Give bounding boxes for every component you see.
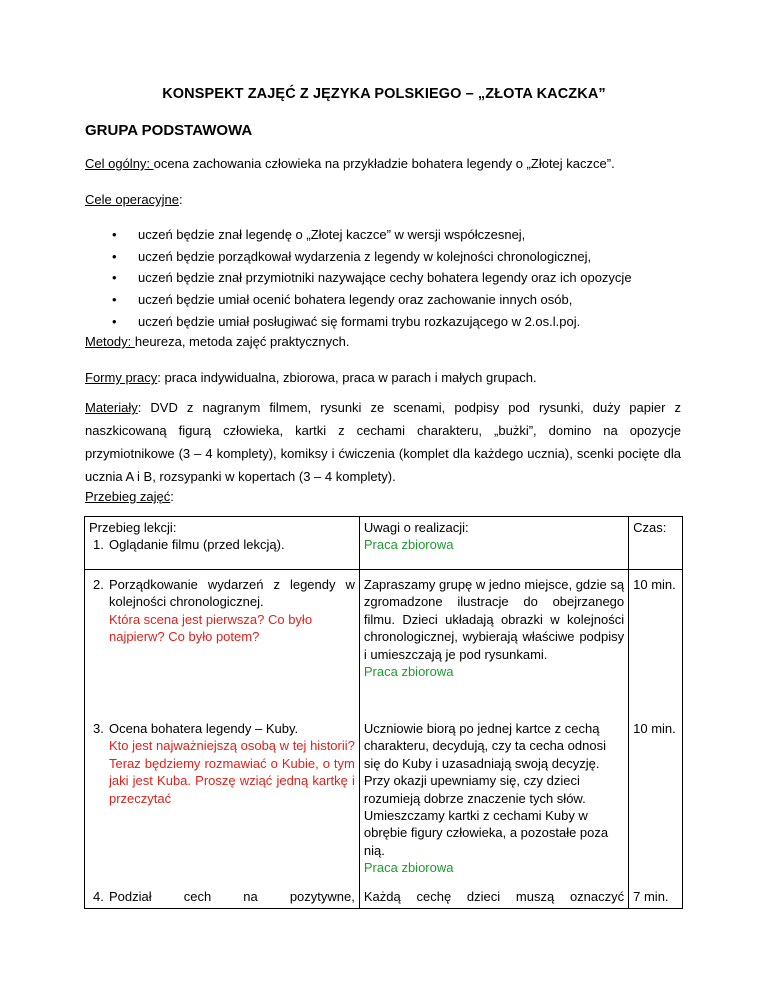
- methods-text: heureza, metoda zajęć praktycznych.: [134, 334, 350, 349]
- operational-goals-label: Cele operacyjne: [85, 192, 179, 207]
- operational-goals-suffix: :: [178, 192, 183, 207]
- step-4-number: 4.: [93, 889, 104, 904]
- materials-label: Materiały: [85, 400, 138, 415]
- table-cell: [85, 888, 360, 909]
- step-4-time: 7 min.: [633, 889, 669, 904]
- document-title: KONSPEKT ZAJĘĆ Z JĘZYKA POLSKIEGO – „ZŁOTA KACZKA”: [162, 86, 606, 102]
- table-cell: [85, 517, 360, 570]
- methods-label: Metody:: [85, 334, 135, 349]
- course-suffix: :: [170, 489, 174, 504]
- step-1-text: Oglądanie filmu (przed lekcją).: [109, 537, 285, 553]
- materials-text: : DVD z nagranym filmem, rysunki ze scenami, podpisy pod rysunki, duży papier z naszkicowaną figurą człowieka, kartki z cechami charakteru, „bużki”, domino na opozycje przymiotnikowe (3 – 4 komplety), komiksy i ćwiczenia (komplet dla każdego ucznia), scenki pocięte dla ucznia A i B, rozsypanki w kopertach (3 – 4 komplety).: [85, 400, 681, 484]
- methods: [85, 331, 681, 353]
- step-2-time: 10 min.: [633, 577, 676, 592]
- table-cell: [359, 720, 628, 888]
- step-4: [89, 888, 355, 905]
- step-4-notes: Każdą cechę dzieci muszą oznaczyć: [363, 889, 625, 904]
- header-lesson-course: Przebieg lekcji:: [89, 520, 177, 535]
- lesson-plan-table: [84, 516, 683, 909]
- step-2: [89, 576, 355, 646]
- step-2-work-form: Praca zbiorowa: [363, 664, 454, 680]
- step-3-work-form: Praca zbiorowa: [363, 860, 454, 876]
- table-cell: [359, 888, 628, 909]
- materials: [85, 396, 681, 488]
- step-3-notes: Uczniowie biorą po jednej kartce z cechą charakteru, decydują, czy ta cecha odnosi się do Kuby i uzasadniają swoją decyzję. Przy okazji upewniamy się, czy dzieci rozumieją dobrze znaczenie tych słów. Umieszczamy kartki z cechami Kuby w obrębie figury człowieka, a pozostałe poza nią.: [363, 721, 609, 858]
- general-goal-label: Cel ogólny:: [85, 156, 154, 171]
- operational-goals-list: [112, 224, 682, 333]
- step-3-question: Kto jest najważniejszą osobą w tej historii? Teraz będziemy rozmawiać o Kubie, o tym jaki jest Kuba. Proszę wziąć jedną kartkę i przeczytać: [109, 738, 355, 806]
- forms-label: Formy pracy: [85, 370, 158, 385]
- table-cell: [359, 570, 628, 721]
- table-cell: [85, 570, 360, 721]
- table-cell: [629, 888, 683, 909]
- step-3-text: Ocena bohatera legendy – Kuby.: [109, 721, 299, 736]
- table-row: [85, 570, 683, 721]
- step-3-number: 3.: [93, 721, 104, 736]
- course-heading: [85, 486, 681, 508]
- table-row: [85, 720, 683, 888]
- table-cell: [629, 517, 683, 570]
- list-item: • uczeń będzie znał przymiotniki nazywające cechy bohatera legendy oraz ich opozycje: [112, 267, 682, 289]
- general-goal-text: ocena zachowania człowieka na przykładzie bohatera legendy o „Złotej kaczce”.: [153, 156, 615, 171]
- step-3-time: 10 min.: [633, 721, 676, 736]
- list-item: • uczeń będzie umiał posługiwać się formami trybu rozkazującego w 2.os.l.poj.: [112, 311, 682, 333]
- step-3: [89, 720, 355, 807]
- list-item: • uczeń będzie znał legendę o „Złotej kaczce” w wersji współczesnej,: [112, 224, 682, 246]
- table-cell: [359, 517, 628, 570]
- group-heading: GRUPA PODSTAWOWA: [85, 122, 253, 139]
- list-item: • uczeń będzie umiał ocenić bohatera legendy oraz zachowanie innych osób,: [112, 289, 682, 311]
- table-cell: [85, 720, 360, 888]
- step-2-notes: Zapraszamy grupę w jedno miejsce, gdzie są zgromadzone ilustracje do obejrzanego filmu. Dzieci układają obrazki w kolejności chronologicznej, wybierają właściwe podpisy i umieszczają je pod rysunkami.: [363, 577, 625, 662]
- operational-goals-heading: [85, 189, 681, 211]
- list-item: • uczeń będzie porządkował wydarzenia z legendy w kolejności chronologicznej,: [112, 246, 682, 268]
- header-time: Czas:: [633, 520, 667, 535]
- general-goal: [85, 153, 681, 175]
- step-2-number: 2.: [93, 577, 104, 592]
- header-notes: Uwagi o realizacji:: [363, 520, 469, 535]
- forms: [85, 367, 681, 389]
- step-1-number: 1.: [93, 537, 104, 553]
- course-label: Przebieg zajęć: [85, 489, 171, 504]
- step-1-work-form: Praca zbiorowa: [363, 537, 454, 553]
- table-row: [85, 517, 683, 570]
- step-4-text: Podział cech na pozytywne,: [109, 889, 355, 904]
- step-2-question: Która scena jest pierwsza? Co było najpierw? Co było potem?: [109, 611, 313, 645]
- step-2-text: Porządkowanie wydarzeń z legendy w kolejności chronologicznej.: [109, 577, 355, 610]
- table-row: [85, 888, 683, 909]
- table-cell: [629, 720, 683, 888]
- forms-text: : praca indywidualna, zbiorowa, praca w parach i małych grupach.: [157, 370, 537, 385]
- step-1: [89, 536, 355, 553]
- table-cell: [629, 570, 683, 721]
